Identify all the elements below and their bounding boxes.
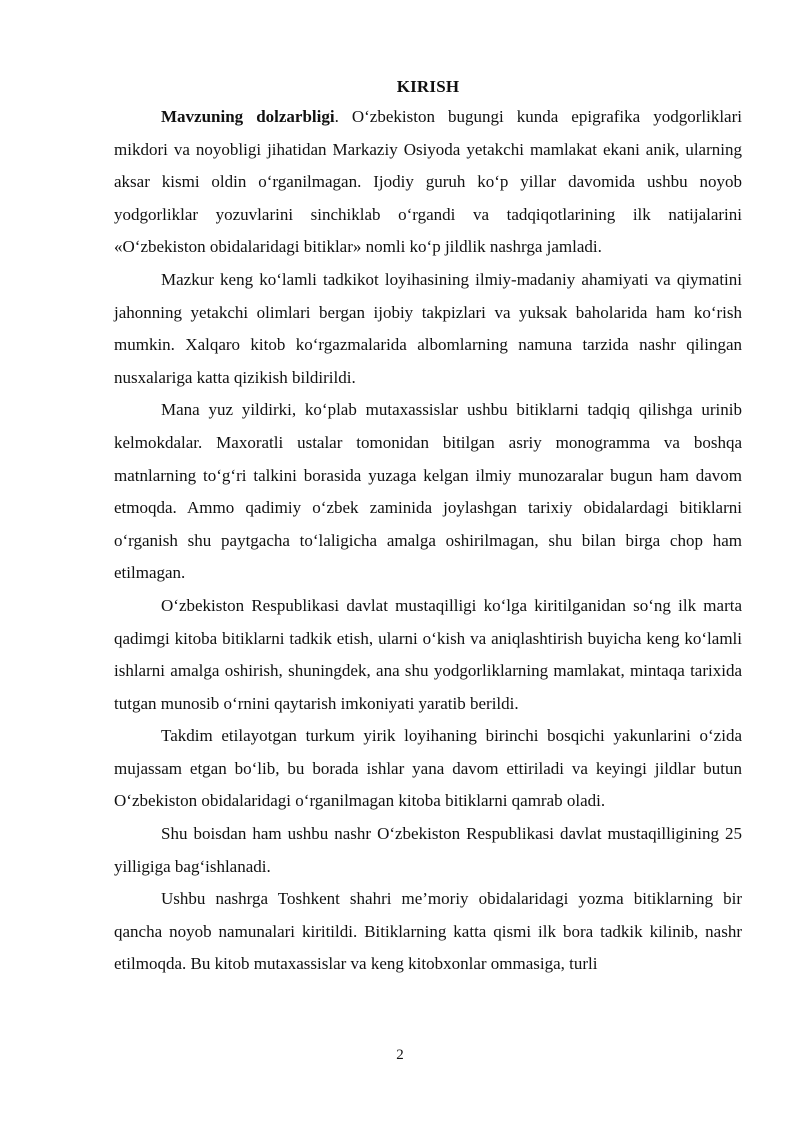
page-title: KIRISH <box>396 77 460 96</box>
paragraph-1-text: . O‘zbekiston bugungi kunda epigrafika yodgorliklari mikdori va noyobligi jihatidan Markaziy Osiyoda yetakchi mamlakat ekani anik, ularning aksar kismi oldin o‘rganilmagan. Ijodiy guruh ko‘p yillar davomida ushbu noyob yodgorliklar yozuvlarini sinchiklab o‘rgandi va tadqiqotlarining ilk natijalarini «O‘zbekiston obidalaridagi bitiklar» nomli ko‘p jildlik nashrga jamladi. <box>114 107 742 257</box>
paragraph-1 <box>114 101 742 264</box>
paragraph-7: Ushbu nashrga Toshkent shahri me’moriy obidalaridagi yozma bitiklarning bir qancha noyob namunalari kiritildi. Bitiklarning katta qismi ilk bora tadkik kilinib, nashr etilmoqda. Bu kitob mutaxassislar va keng kitobxonlar ommasiga, turli <box>114 889 742 974</box>
document-page <box>114 74 742 981</box>
paragraph-3: Mana yuz yildirki, ko‘plab mutaxassislar ushbu bitiklarni tadqiq qilishga urinib kelmokdalar. Maxoratli ustalar tomonidan bitilgan asriy monogramma va boshqa matnlarning to‘g‘ri talkini borasida yuzaga kelgan ilmiy munozaralar bugun ham davom etmoqda. Ammo qadimiy o‘zbek zaminida joylashgan tarixiy obidalardagi bitiklarni o‘rganish shu paytgacha to‘laligicha amalga oshirilmagan, shu bilan birga chop ham etilmagan. <box>114 400 742 583</box>
paragraph-4: O‘zbekiston Respublikasi davlat mustaqilligi ko‘lga kiritilganidan so‘ng ilk marta qadimgi kitoba bitiklarni tadkik etish, ularni o‘kish va aniqlashtirish buyicha keng ko‘lamli ishlarni amalga oshirish, shuningdek, ana shu yodgorliklarning mamlakat, mintaqa tarixida tutgan munosib o‘rnini qaytarish imkoniyati yaratib berildi. <box>114 595 742 713</box>
paragraph-6: Shu boisdan ham ushbu nashr O‘zbekiston Respublikasi davlat mustaqilligining 25 yilligiga bag‘ishlanadi. <box>114 824 742 876</box>
paragraph-2: Mazkur keng ko‘lamli tadkikot loyihasining ilmiy-madaniy ahamiyati va qiymatini jahonning yetakchi olimlari bergan ijobiy takpizlari va yuksak baholarida ham ko‘rish mumkin. Xalqaro kitob ko‘rgazmalarida albomlarning namuna tarzida nashr qilingan nusxalariga katta qizikish bildirildi. <box>114 269 742 387</box>
lead-bold-text: Mavzuning dolzarbligi <box>161 107 335 126</box>
page-number: 2 <box>396 1047 404 1063</box>
paragraph-5: Takdim etilayotgan turkum yirik loyihaning birinchi bosqichi yakunlarini o‘zida mujassam etgan bo‘lib, bu borada ishlar yana davom ettiriladi va keyingi jildlar butun O‘zbekiston obidalaridagi o‘rganilmagan kitoba bitiklarni qamrab oladi. <box>114 726 742 811</box>
